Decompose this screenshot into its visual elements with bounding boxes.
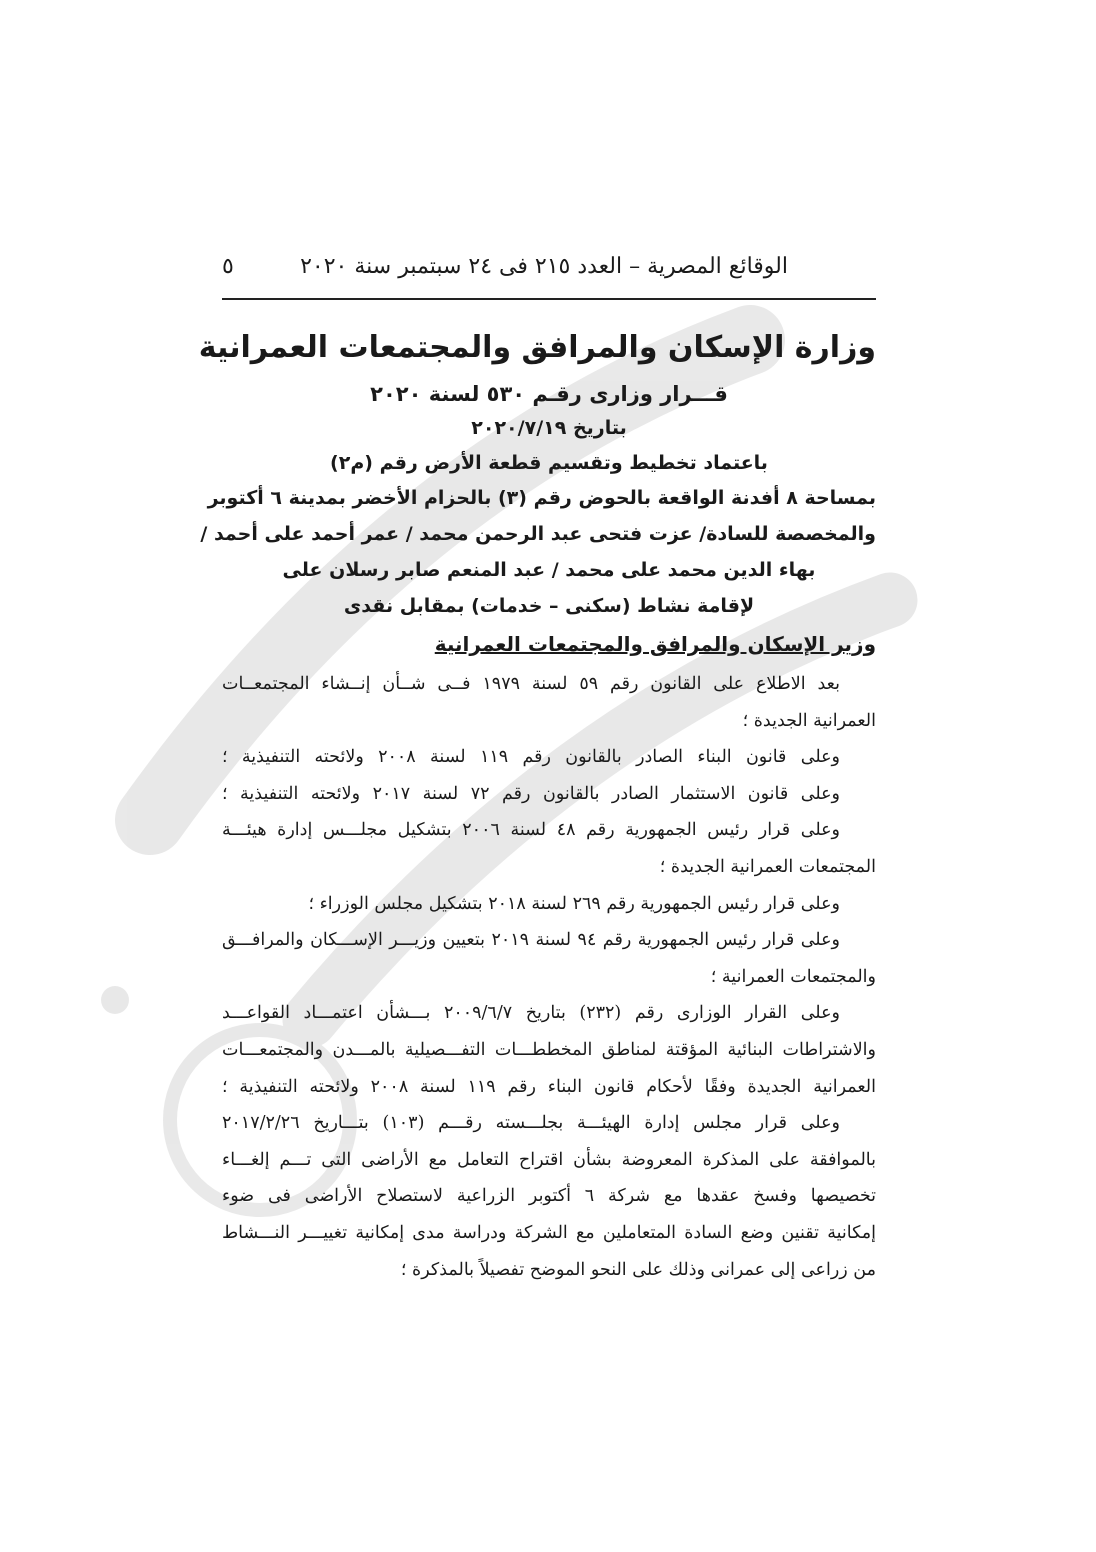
subject-line: والمخصصة للسادة/ عزت فتحى عبد الرحمن محمد / عمر أحمد على أحمد / — [200, 523, 876, 545]
body-line: وعلى قانون البناء الصادر بالقانون رقم ١١٩ لسنة ٢٠٠٨ ولائحته التنفيذية ؛ — [222, 747, 841, 768]
decree-date: بتاريخ ٢٠٢٠/٧/١٩ — [471, 417, 627, 439]
subject-line: لإقامة نشاط (سكنى – خدمات) بمقابل نقدى — [343, 595, 755, 617]
body-line: وعلى قرار رئيس الجمهورية رقم ٤٨ لسنة ٢٠٠٦ بتشكيل مجلـــس إدارة هيئـــة — [222, 820, 841, 841]
body-line: من زراعى إلى عمرانى وذلك على النحو الموضح تفصيلاً بالمذكرة ؛ — [400, 1259, 876, 1280]
body-line: والمجتمعات العمرانية ؛ — [710, 966, 876, 987]
body-line: والاشتراطات البنائية المؤقتة لمناطق المخططـــات التفـــصيلية بالمـــدن والمجتمعـــات — [222, 1039, 876, 1060]
page-header — [222, 250, 876, 300]
subject-line: بهاء الدين محمد على محمد / عبد المنعم صابر رسلان على — [282, 559, 816, 581]
body-line: وعلى قرار مجلس إدارة الهيئـــة بجلـــسته رقـــم (١٠٣) بتـــاريخ ٢٠١٧/٢/٢٦ — [222, 1113, 840, 1134]
ministry-title: وزارة الإسكان والمرافق والمجتمعات العمرانية — [198, 330, 876, 365]
decree-title: قـــرار وزارى رقـم ٥٣٠ لسنة ٢٠٢٠ — [370, 382, 728, 406]
body-line: وعلى القرار الوزارى رقم (٢٣٢) بتاريخ ٢٠٠٩/٦/٧ بـــشأن اعتمـــاد القواعـــد — [222, 1003, 840, 1024]
watermark-dot — [101, 986, 129, 1014]
decree-body — [222, 666, 876, 1288]
body-line: العمرانية الجديدة ؛ — [742, 710, 876, 731]
minister-heading: وزير الإسكان والمرافق والمجتمعات العمرانية — [434, 632, 876, 656]
body-line: بعد الاطلاع على القانون رقم ٥٩ لسنة ١٩٧٩ فــى شــأن إنــشاء المجتمعــات — [222, 674, 840, 694]
subject-line: باعتماد تخطيط وتقسيم قطعة الأرض رقم (م٢) — [330, 452, 768, 474]
body-line: المجتمعات العمرانية الجديدة ؛ — [659, 856, 876, 877]
body-line: العمرانية الجديدة وفقًا لأحكام قانون البناء رقم ١١٩ لسنة ٢٠٠٨ ولائحته التنفيذية ؛ — [222, 1076, 876, 1097]
body-line: وعلى قانون الاستثمار الصادر بالقانون رقم ٧٢ لسنة ٢٠١٧ ولائحته التنفيذية ؛ — [222, 783, 841, 804]
subject-line: بمساحة ٨ أفدنة الواقعة بالحوض رقم (٣) بالحزام الأخضر بمدينة ٦ أكتوبر — [207, 487, 876, 509]
body-line: تخصيصها وفسخ عقدها مع شركة ٦ أكتوبر الزراعية لاستصلاح الأراضى فى ضوء — [222, 1186, 876, 1207]
body-line: وعلى قرار رئيس الجمهورية رقم ٢٦٩ لسنة ٢٠١٨ بتشكيل مجلس الوزراء ؛ — [308, 893, 840, 914]
body-line: وعلى قرار رئيس الجمهورية رقم ٩٤ لسنة ٢٠١٩ بتعيين وزيـــر الإســـكان والمرافـــق — [222, 930, 840, 951]
gazette-header-title: الوقائع المصرية – العدد ٢١٥ فى ٢٤ سبتمبر سنة ٢٠٢٠ — [300, 254, 788, 279]
body-line: بالموافقة على المذكرة المعروضة بشأن اقتراح التعامل مع الأراضى التى تـــم إلغـــاء — [222, 1149, 876, 1170]
page-number: ٥ — [222, 254, 234, 279]
body-line: إمكانية تقنين وضع السادة المتعاملين مع الشركة ودراسة مدى إمكانية تغييـــر النـــشاط — [222, 1222, 876, 1243]
